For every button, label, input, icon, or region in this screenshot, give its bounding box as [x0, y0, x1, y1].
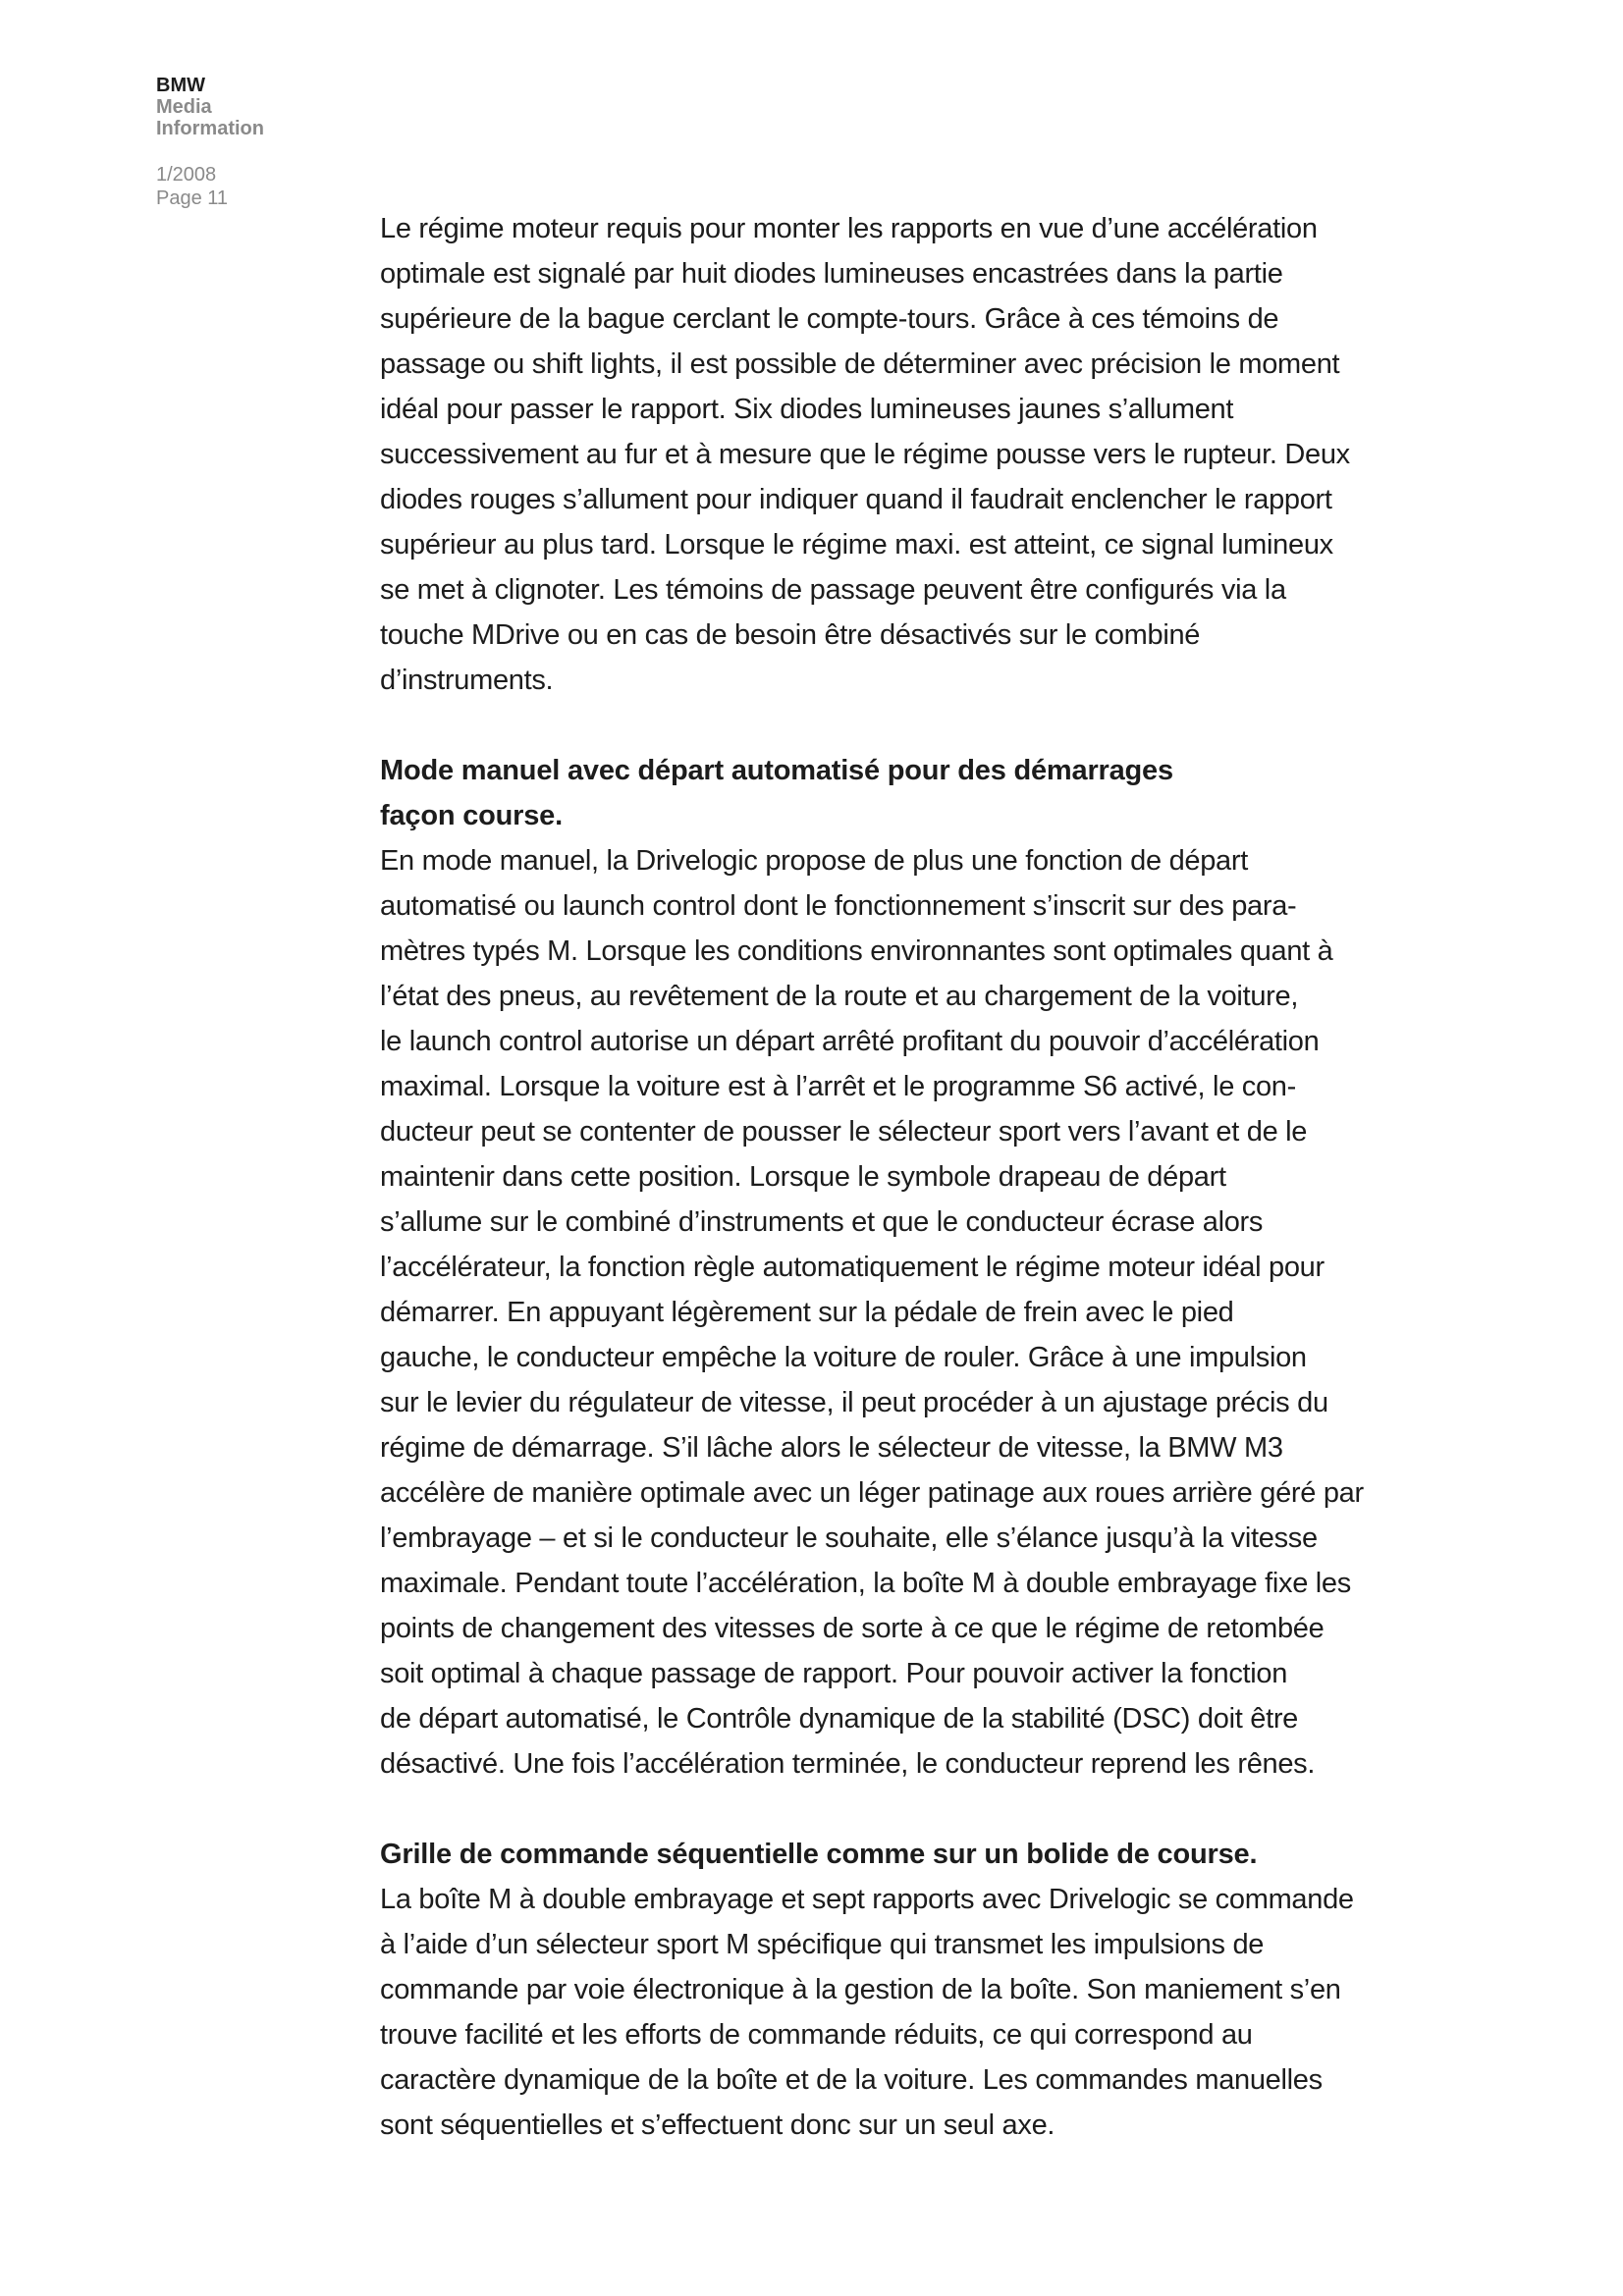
text-line: accélère de manière optimale avec un léger patinage aux roues arrière géré par [380, 1477, 1364, 1509]
text-line: s’allume sur le combiné d’instruments et que le conducteur écrase alors [380, 1206, 1264, 1238]
text-line: démarrer. En appuyant légèrement sur la pédale de frein avec le pied [380, 1297, 1234, 1328]
text-line: La boîte M à double embrayage et sept rapports avec Drivelogic se commande [380, 1884, 1354, 1915]
text-line: d’instruments. [380, 665, 554, 696]
text-line: maximal. Lorsque la voiture est à l’arrêt et le programme S6 activé, le con- [380, 1071, 1296, 1102]
text-line: de départ automatisé, le Contrôle dynamique de la stabilité (DSC) doit être [380, 1703, 1299, 1735]
text-line: sur le levier du régulateur de vitesse, il peut procéder à un ajustage précis du [380, 1387, 1328, 1418]
heading-sequential-shift [380, 1832, 1421, 1877]
text-line: touche MDrive ou en cas de besoin être désactivés sur le combiné [380, 619, 1201, 651]
text-line: En mode manuel, la Drivelogic propose de plus une fonction de départ [380, 845, 1248, 877]
text-line: ducteur peut se contenter de pousser le sélecteur sport vers l’avant et de le [380, 1116, 1308, 1148]
text-line: diodes rouges s’allument pour indiquer quand il faudrait enclencher le rapport [380, 484, 1332, 515]
brand-name: BMW [156, 75, 205, 96]
text-line: sont séquentielles et s’effectuent donc sur un seul axe. [380, 2109, 1055, 2141]
text-line: l’embrayage – et si le conducteur le souhaite, elle s’élance jusqu’à la vitesse [380, 1522, 1318, 1554]
text-line: l’accélérateur, la fonction règle automatiquement le régime moteur idéal pour [380, 1252, 1325, 1283]
text-line: soit optimal à chaque passage de rapport. Pour pouvoir activer la fonction [380, 1658, 1288, 1689]
heading-line: Grille de commande séquentielle comme sur un bolide de course. [380, 1839, 1258, 1870]
text-line: le launch control autorise un départ arrêté profitant du pouvoir d’accélération [380, 1026, 1320, 1057]
text-line: automatisé ou launch control dont le fonctionnement s’inscrit sur des para- [380, 890, 1297, 922]
paragraph-spacer [380, 703, 1421, 748]
text-line: successivement au fur et à mesure que le régime pousse vers le rupteur. Deux [380, 439, 1350, 470]
paragraph-shift-lights [380, 206, 1421, 703]
text-line: trouve facilité et les efforts de commande réduits, ce qui correspond au [380, 2019, 1253, 2051]
text-line: supérieure de la bague cerclant le compte-tours. Grâce à ces témoins de [380, 303, 1279, 335]
brand-subtitle-information: Information [156, 118, 264, 139]
text-line: supérieur au plus tard. Lorsque le régime maxi. est atteint, ce signal lumineux [380, 529, 1333, 561]
text-line: passage ou shift lights, il est possible de déterminer avec précision le moment [380, 348, 1340, 380]
text-line: idéal pour passer le rapport. Six diodes lumineuses jaunes s’allument [380, 394, 1234, 425]
text-line: mètres typés M. Lorsque les conditions environnantes sont optimales quant à [380, 935, 1333, 967]
text-line: optimale est signalé par huit diodes lumineuses encastrées dans la partie [380, 258, 1283, 290]
text-line: l’état des pneus, au revêtement de la route et au chargement de la voiture, [380, 981, 1299, 1012]
brand-subtitle-media: Media [156, 96, 212, 118]
text-line: désactivé. Une fois l’accélération terminée, le conducteur reprend les rênes. [380, 1748, 1316, 1780]
text-line: caractère dynamique de la boîte et de la voiture. Les commandes manuelles [380, 2064, 1323, 2096]
heading-line: façon course. [380, 800, 563, 831]
issue-date: 1/2008 [156, 164, 217, 186]
text-line: commande par voie électronique à la gestion de la boîte. Son maniement s’en [380, 1974, 1341, 2005]
text-line: Le régime moteur requis pour monter les rapports en vue d’une accélération [380, 213, 1318, 244]
text-line: maximale. Pendant toute l’accélération, la boîte M à double embrayage fixe les [380, 1568, 1351, 1599]
paragraph-spacer [380, 1787, 1421, 1832]
heading-line: Mode manuel avec départ automatisé pour des démarrages [380, 755, 1173, 786]
text-line: maintenir dans cette position. Lorsque le symbole drapeau de départ [380, 1161, 1226, 1193]
text-line: à l’aide d’un sélecteur sport M spécifique qui transmet les impulsions de [380, 1929, 1265, 1960]
text-line: gauche, le conducteur empêche la voiture de rouler. Grâce à une impulsion [380, 1342, 1307, 1373]
paragraph-launch-control [380, 838, 1421, 1787]
text-line: régime de démarrage. S’il lâche alors le sélecteur de vitesse, la BMW M3 [380, 1432, 1283, 1464]
paragraph-sequential-shift [380, 1877, 1421, 2148]
document-meta [156, 163, 352, 210]
text-line: se met à clignoter. Les témoins de passage peuvent être configurés via la [380, 574, 1286, 606]
document-body [380, 206, 1421, 2148]
heading-launch-control [380, 748, 1421, 838]
page-number: Page 11 [156, 187, 229, 209]
text-line: points de changement des vitesses de sorte à ce que le régime de retombée [380, 1613, 1325, 1644]
document-header [156, 75, 352, 210]
